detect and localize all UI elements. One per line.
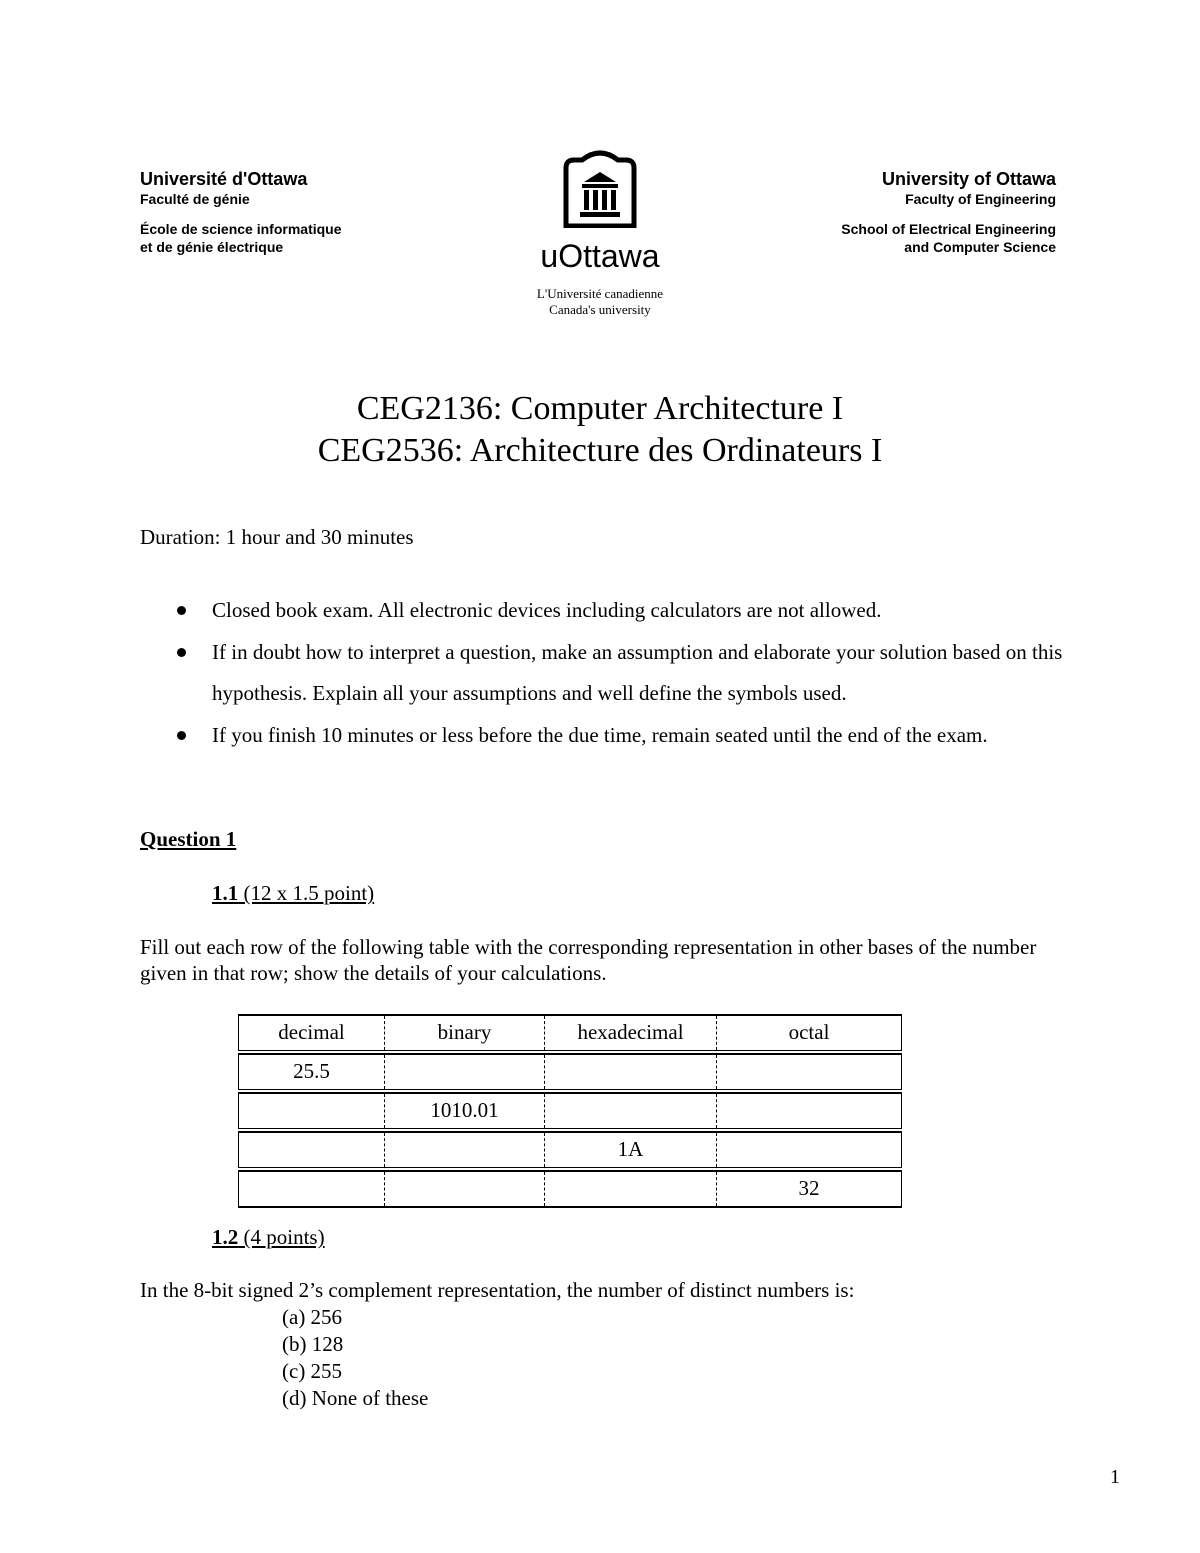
bullet-icon [177, 731, 186, 740]
column-header-decimal: decimal [238, 1016, 385, 1050]
table-cell[interactable]: 25.5 [238, 1055, 385, 1089]
choice-c[interactable]: (c) 255 [282, 1359, 343, 1383]
table-cell[interactable]: 32 [717, 1172, 902, 1206]
question-1-1-instructions: Fill out each row of the following table with the corresponding representation in other bases of the number given in that row; show the details of your calculations. [140, 935, 1037, 985]
question-1-1-label [212, 880, 374, 906]
table-cell[interactable]: 1010.01 [385, 1094, 545, 1128]
table-cell[interactable] [545, 1094, 717, 1128]
school-name-en-line2: and Computer Science [904, 239, 1056, 255]
bullet-icon [177, 606, 186, 615]
question-1-2-label [212, 1224, 325, 1250]
table-cell[interactable]: 1A [545, 1133, 717, 1167]
table-cell[interactable] [385, 1172, 545, 1206]
logo-wordmark: uOttawa [540, 238, 660, 274]
question-1-2-prompt: In the 8-bit signed 2’s complement representation, the number of distinct numbers is: [140, 1278, 855, 1302]
bullet-icon [177, 648, 186, 657]
exam-rules-list [140, 590, 1100, 757]
course-title-en: CEG2136: Computer Architecture I [356, 390, 844, 427]
table-row [238, 1131, 902, 1168]
choice-b[interactable]: (b) 128 [282, 1332, 344, 1356]
table-cell[interactable] [238, 1133, 385, 1167]
table-cell[interactable] [385, 1055, 545, 1089]
header-left-french [140, 168, 460, 256]
university-building-icon [560, 146, 640, 228]
course-title-fr: CEG2536: Architecture des Ordinateurs I [317, 432, 883, 469]
choice-a[interactable]: (a) 256 [282, 1305, 343, 1329]
school-name-fr-line1: École de science informatique [140, 221, 342, 237]
rule-text: If you finish 10 minutes or less before the due time, remain seated until the end of the exam. [212, 723, 988, 747]
table-cell[interactable] [238, 1172, 385, 1206]
page-number: 1 [1110, 1466, 1120, 1488]
school-name-en-line1: School of Electrical Engineering [841, 221, 1056, 237]
question-1-2-number: 1.2 [212, 1225, 239, 1249]
table-row [238, 1092, 902, 1129]
table-cell[interactable] [385, 1133, 545, 1167]
faculty-name-en: Faculty of Engineering [905, 191, 1056, 207]
column-header-hexadecimal: hexadecimal [545, 1016, 717, 1050]
logo-tagline [490, 286, 710, 318]
question-1-1-number: 1.1 [212, 881, 239, 905]
table-cell[interactable] [717, 1133, 902, 1167]
table-cell[interactable] [717, 1094, 902, 1128]
table-cell[interactable] [717, 1055, 902, 1089]
logo-tagline-fr: L'Université canadienne [536, 286, 664, 301]
logo-tagline-en: Canada's university [549, 302, 651, 317]
header-right-english [760, 168, 1056, 256]
table-cell[interactable] [545, 1055, 717, 1089]
university-name-fr: Université d'Ottawa [140, 169, 308, 189]
table-cell[interactable] [238, 1094, 385, 1128]
question-1-1-points: (12 x 1.5 point) [238, 881, 375, 905]
rule-text: Closed book exam. All electronic devices including calculators are not allowed. [212, 598, 882, 622]
list-item [140, 590, 1100, 631]
list-item [140, 715, 1100, 756]
faculty-name-fr: Faculté de génie [140, 191, 250, 207]
list-item [140, 632, 1100, 714]
choice-d[interactable]: (d) None of these [282, 1386, 429, 1410]
table-cell[interactable] [545, 1172, 717, 1206]
question-1-2-choices [282, 1304, 682, 1412]
table-row [238, 1053, 902, 1090]
university-name-en: University of Ottawa [881, 169, 1056, 189]
table-row [238, 1170, 902, 1208]
question-1-2-points: (4 points) [238, 1225, 325, 1249]
question-1-heading: Question 1 [140, 827, 237, 851]
table-header-row [238, 1014, 902, 1051]
school-name-fr-line2: et de génie électrique [140, 239, 284, 255]
exam-duration: Duration: 1 hour and 30 minutes [140, 525, 414, 549]
rule-text: If in doubt how to interpret a question, make an assumption and elaborate your solution based on this hypothesis. Explain all your assumptions and well define the symbols used. [212, 640, 1063, 705]
column-header-binary: binary [385, 1016, 545, 1050]
column-header-octal: octal [717, 1016, 902, 1050]
base-conversion-table [238, 1014, 902, 1210]
